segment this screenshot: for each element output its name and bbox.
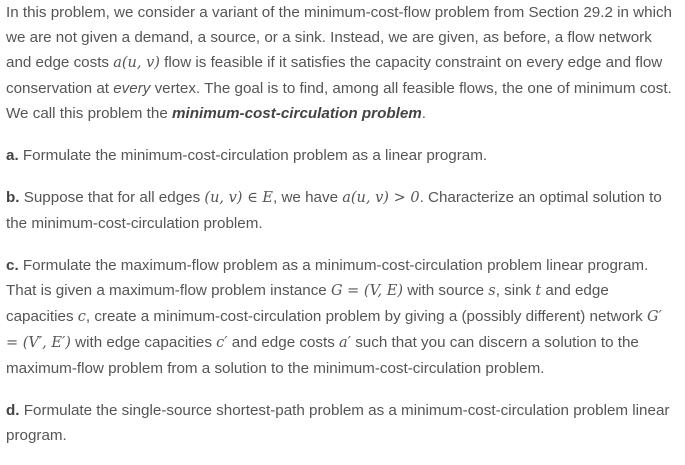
- part-c-text-3: , sink: [495, 282, 536, 299]
- part-b-text-3: . Characterize an optimal solution to the minimum-cost-circulation problem.: [6, 189, 662, 232]
- math-positive-cost: a(u, v) > 0: [342, 190, 420, 206]
- math-capacity-c-prime: c′: [216, 335, 228, 351]
- part-b-letter: b.: [6, 189, 20, 206]
- defined-term: minimum-cost-circulation problem: [172, 105, 422, 122]
- part-c: [6, 253, 675, 381]
- part-c-text-5: , create a minimum-cost-circulation problem by giving a (possibly different) network: [85, 308, 647, 325]
- part-d-letter: d.: [6, 402, 20, 419]
- part-c-text-8: such that you can discern a solution to the maximum-flow problem from a solution to the minimum-cost-circulation problem.: [6, 334, 639, 377]
- math-capacity-c: c: [77, 309, 86, 325]
- part-b-text-1: Suppose that for all edges: [19, 189, 205, 206]
- math-cost-a-prime: a′: [339, 335, 351, 351]
- math-source-s: s: [488, 283, 496, 299]
- math-sink-t: t: [535, 283, 542, 299]
- intro-text-5: .: [421, 105, 427, 122]
- part-a: [6, 143, 675, 168]
- part-b: [6, 185, 675, 236]
- part-c-text-6: with edge capacities: [70, 334, 217, 351]
- intro-text-4: vertex. The goal is to find, among all feasible flows, the one of minimum cost. We call this problem the: [6, 80, 672, 122]
- part-c-letter: c.: [6, 257, 19, 274]
- part-d: [6, 398, 675, 448]
- math-edge-in-e: (u, v) ∈ E: [204, 190, 274, 206]
- math-edge-cost: a(u, v): [113, 55, 160, 71]
- part-c-text-4: and edge capacities: [6, 282, 609, 325]
- intro-text-1: In this problem, we consider a variant of the minimum-cost-flow problem from Section 29.2 in which we are not given a demand, a source, or a sink. Instead, we are given, as before, a flow network and edge costs: [6, 4, 672, 71]
- math-graph-g: G = (V, E): [330, 283, 403, 299]
- part-a-letter: a.: [6, 147, 19, 164]
- part-a-text: Formulate the minimum-cost-circulation problem as a linear program.: [18, 147, 488, 164]
- intro-text-2: flow is feasible if it satisfies the capacity constraint on every edge and flow conservation at: [6, 54, 663, 97]
- intro-paragraph: [6, 0, 675, 126]
- part-c-text-2: with source: [402, 282, 489, 299]
- part-c-text-7: and edge costs: [227, 334, 340, 351]
- math-graph-g-prime: G′ = (V′, E′): [6, 309, 662, 351]
- emphasis-every: every: [113, 80, 151, 97]
- part-c-text-1: Formulate the maximum-flow problem as a minimum-cost-circulation problem linear program. That is given a maximum-flow problem instance: [6, 257, 649, 299]
- part-d-text: Formulate the single-source shortest-path problem as a minimum-cost-circulation problem linear program.: [6, 402, 670, 444]
- part-b-text-2: , we have: [273, 189, 343, 206]
